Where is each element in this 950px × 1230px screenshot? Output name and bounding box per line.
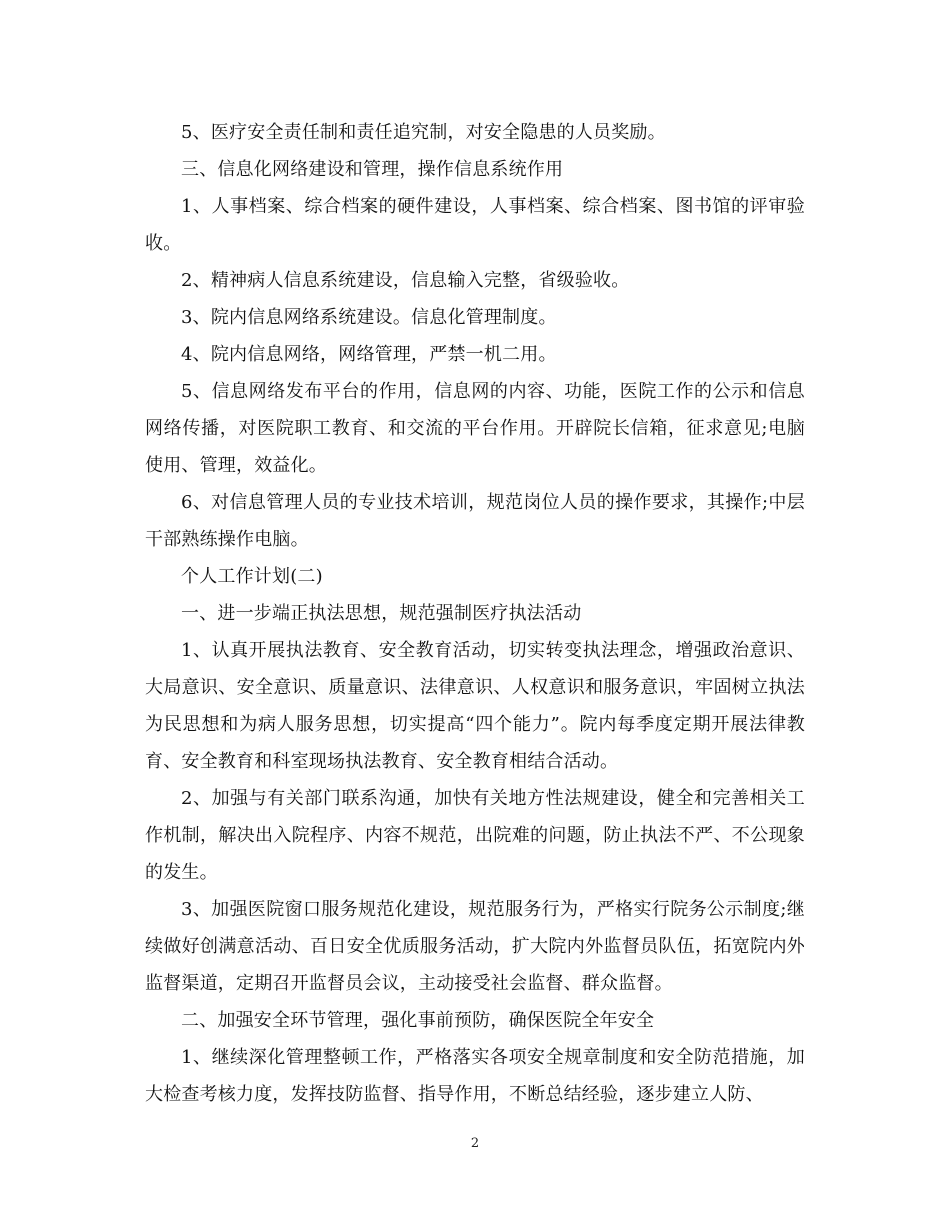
paragraph: 1、继续深化管理整顿工作，严格落实各项安全规章制度和安全防范措施，加大检查考核力度，发挥技防监督、指导作用，不断总结经验，逐步建立人防、	[145, 1047, 805, 1105]
section-heading: 二、加强安全环节管理，强化事前预防，确保医院全年安全	[181, 1010, 655, 1031]
paragraph: 3、加强医院窗口服务规范化建设，规范服务行为，严格实行院务公示制度;继续做好创满意活动、百日安全优质服务活动，扩大院内外监督员队伍，拓宽院内外监督渠道，定期召开监督员会议，主动接受社会监督、群众监督。	[145, 899, 805, 994]
paragraph: 1、认真开展执法教育、安全教育活动，切实转变执法理念，增强政治意识、大局意识、安全意识、质量意识、法律意识、人权意识和服务意识，牢固树立执法为民思想和为病人服务思想，切实提高“四个能力”。院内每季度定期开展法律教育、安全教育和科室现场执法教育、安全教育相结合活动。	[145, 640, 805, 772]
paragraph: 5、医疗安全责任制和责任追究制，对安全隐患的人员奖励。	[181, 122, 666, 143]
paragraph: 3、院内信息网络系统建设。信息化管理制度。	[181, 307, 557, 328]
document-body	[145, 114, 805, 1113]
section-heading: 一、进一步端正执法思想，规范强制医疗执法活动	[181, 603, 582, 624]
paragraph: 6、对信息管理人员的专业技术培训，规范岗位人员的操作要求，其操作;中层干部熟练操作电脑。	[145, 492, 805, 550]
paragraph: 4、院内信息网络，网络管理，严禁一机二用。	[181, 344, 557, 365]
page-number: 2	[470, 1136, 480, 1151]
paragraph: 5、信息网络发布平台的作用，信息网的内容、功能，医院工作的公示和信息网络传播，对医院职工教育、和交流的平台作用。开辟院长信箱，征求意见;电脑使用、管理，效益化。	[145, 381, 805, 476]
section-heading: 三、信息化网络建设和管理，操作信息系统作用	[181, 159, 564, 180]
section-title: 个人工作计划(二)	[181, 566, 323, 587]
paragraph: 2、精神病人信息系统建设，信息输入完整，省级验收。	[181, 270, 630, 291]
paragraph: 2、加强与有关部门联系沟通，加快有关地方性法规建设，健全和完善相关工作机制，解决出入院程序、内容不规范，出院难的问题，防止执法不严、不公现象的发生。	[145, 788, 805, 883]
paragraph: 1、人事档案、综合档案的硬件建设，人事档案、综合档案、图书馆的评审验收。	[145, 196, 805, 254]
